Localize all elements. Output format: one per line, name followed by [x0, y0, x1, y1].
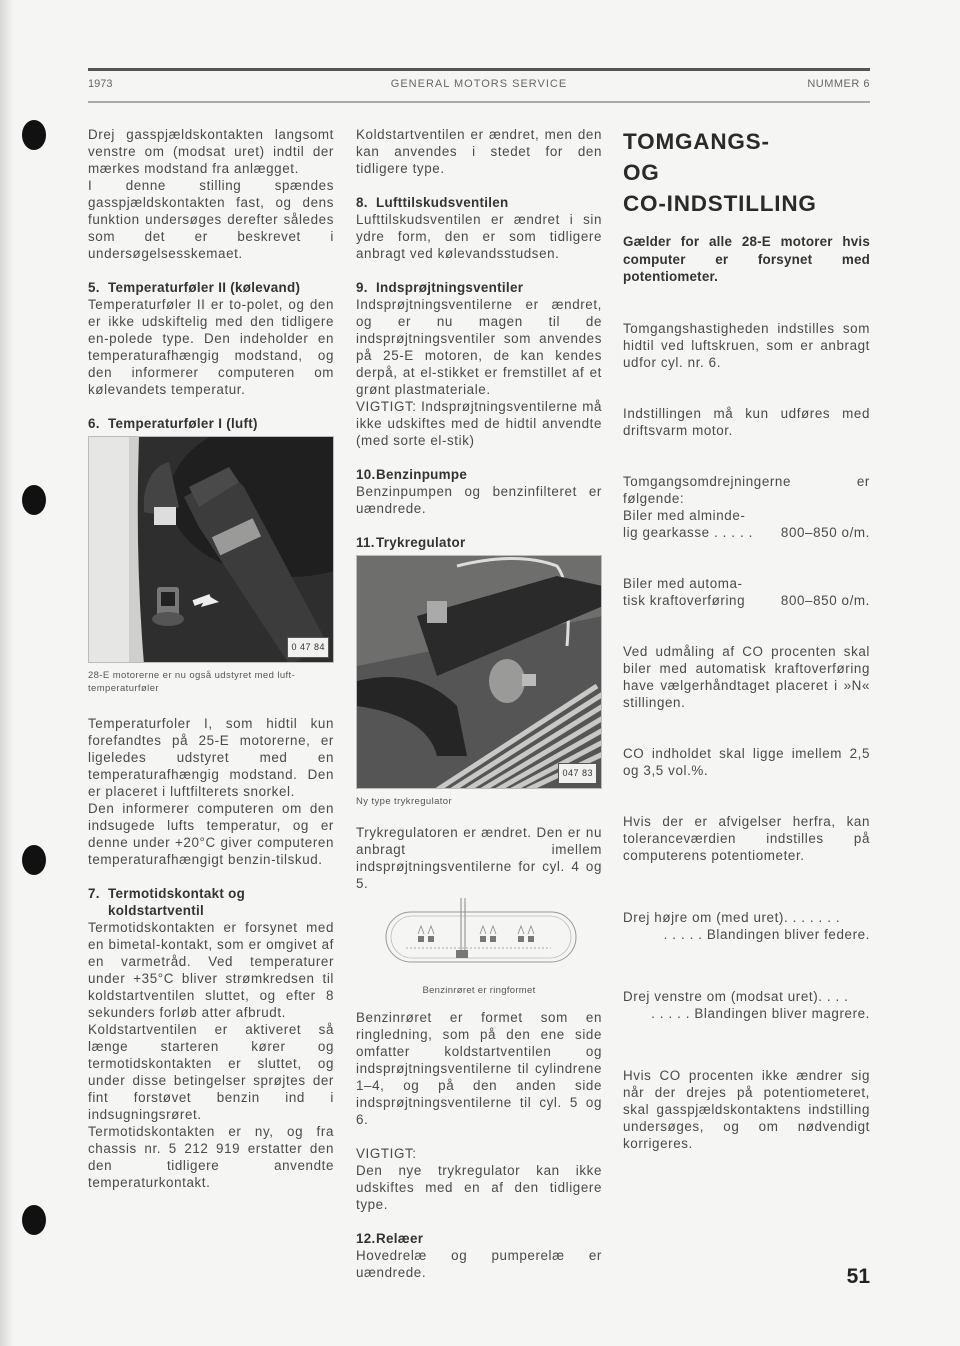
- pressure-regulator-photo: [356, 555, 602, 789]
- tolerance-paragraph: Hvis der er afvigelser herfra, kan toleranceværdien indstilles på computerens potentiometer.: [623, 813, 870, 863]
- intro-paragraph: Koldstartventilen er ændret, men den kan anvendes i stedet for den tidligere type.: [356, 127, 602, 176]
- co-measurement-paragraph: Ved udmåling af CO procenten skal biler med automatisk kraftoverføring have vælgerhåndtaget placeret i »N« stillingen.: [623, 643, 870, 710]
- section-7-heading: 7. Termotidskontakt og koldstartventil: [88, 886, 246, 918]
- section-5-body: Temperaturføler II er to-polet, og den er ikke udskiftelig med den tidligere en-polede type. Den indeholder en temperaturafhængig modstand, og den informerer computeren om kølevandets temperatur.: [88, 297, 334, 397]
- column-middle: [356, 126, 602, 1281]
- intro-paragraph: I denne stilling spændes gasspjældskontakten fast, og dens funktion undersøges derefter således som det er beskrevet i undersøgelsesskemaet.: [88, 178, 334, 261]
- section-11-heading: 11.Trykregulator: [356, 535, 466, 550]
- engine-photo-illustration: [357, 556, 602, 789]
- section-7-body: Termotidskontakten er forsynet med en bimetal-kontakt, som er omgivet af en varmetråd. Ved temperaturer under +35°C bliver strømkredsen til koldstartventilen sluttet, og efter 8 sekunders forløb atter afbrudt.: [88, 920, 334, 1020]
- column-left: [88, 126, 334, 1191]
- spec-automatic-transmission: Biler med automa- tisk kraftoverføring 800–850 o/m.: [623, 575, 870, 608]
- spec-value: 800–850 o/m.: [780, 524, 870, 540]
- section-9-important: VIGTIGT: Indsprøjtningsventilerne må ikke udskiftes med de hidtil anvendte (med sorte el-stik): [356, 399, 602, 448]
- diagram-caption: Benzinrøret er ringformet: [422, 985, 536, 996]
- section-7-body: Koldstartventilen er aktiveret så længe starteren kører og termotidskontakten er sluttet, og under disse betingelser sprøjtes der fint forstøvet benzin ind i indsugningsrøret.: [88, 1022, 334, 1122]
- warm-engine-paragraph: Indstillingen må kun udføres med driftsvarm motor.: [623, 405, 870, 438]
- important-label: VIGTIGT:: [356, 1146, 417, 1161]
- header-rule: [88, 101, 870, 103]
- section-6-body: Den informerer computeren om den indsugede lufts temperatur, og er denne under +20°C giver computeren temperaturafhængigt benzin-tilskud.: [88, 801, 334, 867]
- idle-speed-paragraph: Tomgangshastigheden indstilles som hidtil ved luftskruen, som er anbragt udfor cyl. nr. 6.: [623, 320, 870, 370]
- header-publication: GENERAL MOTORS SERVICE: [390, 78, 568, 90]
- binder-hole: [22, 1205, 46, 1235]
- binder-edge: [0, 0, 14, 1346]
- section-9-heading: 9. Indsprøjtningsventiler: [356, 280, 524, 295]
- page-number: 51: [846, 1265, 870, 1288]
- engine-photo-illustration: [89, 437, 334, 663]
- binder-hole: [22, 845, 46, 875]
- binder-hole: [22, 120, 46, 150]
- section-title: TOMGANGS- OG CO-INDSTILLING: [623, 129, 817, 216]
- section-9-body: Indsprøjtningsventilerne er ændret, og er nu magen til de indsprøjtningsventiler som anvendes på 25-E motoren, de kan kendes derpå, at el-stikket er fremstillet af et grønt plastmateriale.: [356, 297, 602, 397]
- section-11-body: Benzinrøret er formet som en ringledning, som på den ene side omfatter koldstartventilen og indsprøjtningsventilerne til cylindrene 1–4, og på den anden side indsprøjtningsventilerne til cyl. 5 og 6.: [356, 1010, 602, 1127]
- idle-rpm-intro: Tomgangsomdrejningerne er følgende:: [623, 473, 870, 506]
- section-10-heading: 10.Benzinpumpe: [356, 467, 468, 482]
- clockwise-instruction: Drej højre om (med uret). . . . . . . . . . . . Blandingen bliver federe.: [623, 909, 870, 942]
- fuel-ring-line-diagram: [356, 898, 602, 996]
- binder-hole: [22, 485, 46, 515]
- section-7-body: Termotidskontakten er ny, og fra chassis nr. 5 212 919 erstatter den den tidligere anvendte temperaturkontakt.: [88, 1124, 334, 1190]
- co-range-paragraph: CO indholdet skal ligge imellem 2,5 og 3,5 vol.%.: [623, 745, 870, 778]
- header-year: 1973: [88, 78, 113, 90]
- counterclockwise-instruction: Drej venstre om (modsat uret). . . . . . . . . Blandingen bliver magrere.: [623, 988, 870, 1021]
- spec-manual-gearbox: Biler med alminde- lig gearkasse . . . . . 800–850 o/m.: [623, 507, 870, 540]
- applicability-note: Gælder for alle 28-E motorer hvis computer er forsynet med potentiometer.: [623, 234, 870, 284]
- section-12-body: Hovedrelæ og pumperelæ er uændrede.: [356, 1248, 602, 1280]
- air-temperature-sensor-photo: [88, 436, 334, 663]
- photo-reference-number: 047 83: [558, 763, 597, 784]
- photo-reference-number: 0 47 84: [287, 637, 329, 658]
- intro-paragraph: Drej gasspjældskontakten langsomt venstre om (modsat uret) indtil der mærkes modstand fra anlægget.: [88, 127, 334, 176]
- section-10-body: Benzinpumpen og benzinfilteret er uændrede.: [356, 484, 602, 516]
- spec-value: 800–850 o/m.: [780, 592, 870, 608]
- fuel-rail-schematic: [356, 898, 602, 978]
- section-8-body: Lufttilskudsventilen er ændret i sin ydre form, den er som tidligere anbragt ved kølevandsstudsen.: [356, 212, 602, 261]
- header-issue: NUMMER 6: [807, 78, 870, 90]
- section-11-body: Trykregulatoren er ændret. Den er nu anbragt imellem indsprøjtningsventilerne for cyl. 4 og 5.: [356, 825, 602, 891]
- top-rule: [88, 68, 870, 71]
- important-body: Den nye trykregulator kan ikke udskiftes med en af den tidligere type.: [356, 1163, 602, 1212]
- section-8-heading: 8. Lufttilskudsventilen: [356, 195, 509, 210]
- photo-caption: Ny type trykregulator: [356, 796, 453, 807]
- running-header: [88, 78, 870, 94]
- section-6-body: Temperaturfoler I, som hidtil kun forefandtes på 25-E motorerne, er ligeledes udstyret med en temperaturafhængig modstand. Den er placeret i luftfilterets snorkel.: [88, 716, 334, 799]
- co-unchanged-paragraph: Hvis CO procenten ikke ændrer sig når der drejes på potentiometeret, skal gasspjældskontaktens indstilling undersøges, og om nødvendigt korrigeres.: [623, 1067, 870, 1151]
- column-right: [623, 126, 870, 1152]
- section-6-heading: 6. Temperaturføler I (luft): [88, 416, 258, 431]
- section-5-heading: 5. Temperaturføler II (kølevand): [88, 280, 301, 295]
- photo-caption: 28-E motorerne er nu også udstyret med luft-temperaturføler: [88, 670, 296, 694]
- section-12-heading: 12.Relæer: [356, 1231, 424, 1246]
